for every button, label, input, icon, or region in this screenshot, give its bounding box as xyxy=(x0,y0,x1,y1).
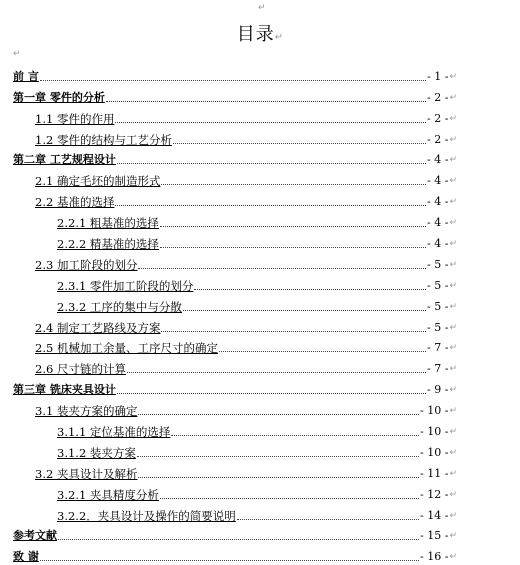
paragraph-mark: ↵ xyxy=(449,218,457,229)
paragraph-mark: ↵ xyxy=(449,468,457,479)
paragraph-mark: ↵ xyxy=(449,71,457,82)
dot-leader xyxy=(58,538,419,540)
toc-entry[interactable] xyxy=(13,461,457,482)
dot-leader xyxy=(115,121,426,123)
dot-leader xyxy=(127,371,426,373)
paragraph-mark: ↵ xyxy=(449,176,457,187)
title-paragraph-mark: ↵ xyxy=(274,32,284,43)
dot-leader xyxy=(117,392,426,394)
toc-entry-page: - 2 - xyxy=(427,90,449,104)
toc-entry-label[interactable]: 2.2.2 精基准的选择 xyxy=(57,237,159,252)
paragraph-mark: ↵ xyxy=(449,134,457,145)
dot-leader xyxy=(106,100,426,102)
toc-entry[interactable] xyxy=(13,419,457,440)
toc-entry-page: - 11 - xyxy=(420,466,449,480)
top-paragraph-mark: ↵ xyxy=(258,3,266,13)
dot-leader xyxy=(40,79,426,81)
paragraph-mark: ↵ xyxy=(449,406,457,417)
dot-leader xyxy=(183,309,426,311)
toc-entry-page: - 9 - xyxy=(427,383,449,397)
toc-entry[interactable] xyxy=(13,210,457,231)
dot-leader xyxy=(137,455,419,457)
paragraph-mark: ↵ xyxy=(449,280,457,291)
dot-leader xyxy=(237,518,419,520)
toc-entry-page: - 1 - xyxy=(427,69,449,83)
toc-entry-page: - 10 - xyxy=(420,425,449,439)
toc-entry-label[interactable]: 2.2 基准的选择 xyxy=(35,195,115,210)
toc-entry-page: - 14 - xyxy=(420,508,449,522)
toc-entry[interactable] xyxy=(13,503,457,524)
toc-entry-page: - 2 - xyxy=(427,132,449,146)
toc-entry[interactable] xyxy=(13,482,457,503)
paragraph-mark: ↵ xyxy=(449,552,457,563)
toc-entry-label[interactable]: 2.6 尺寸链的计算 xyxy=(35,362,126,377)
toc-entry-page: - 4 - xyxy=(427,174,449,188)
toc-entry[interactable] xyxy=(13,294,457,315)
toc-entry[interactable] xyxy=(13,64,457,85)
toc-entry[interactable] xyxy=(13,189,457,210)
toc-entry[interactable] xyxy=(13,148,457,169)
toc-entry-label[interactable]: 第三章 铣床夹具设计 xyxy=(13,383,116,397)
dot-leader xyxy=(161,183,426,185)
toc-entry[interactable] xyxy=(13,440,457,461)
toc-entry-page: - 7 - xyxy=(427,341,449,355)
paragraph-mark: ↵ xyxy=(449,385,457,396)
paragraph-mark: ↵ xyxy=(449,447,457,458)
dot-leader xyxy=(138,267,426,269)
dot-leader xyxy=(171,434,419,436)
toc-entry-label[interactable]: 2.3 加工阶段的划分 xyxy=(35,257,138,272)
toc-entry[interactable] xyxy=(13,377,457,398)
dot-leader xyxy=(115,204,426,206)
toc-entry[interactable] xyxy=(13,252,457,273)
paragraph-mark: ↵ xyxy=(449,113,457,124)
toc-entry-label[interactable]: 3.1 装夹方案的确定 xyxy=(35,404,138,419)
toc-entry-label[interactable]: 3.2.1 夹具精度分析 xyxy=(57,487,159,502)
dot-leader xyxy=(40,559,419,561)
toc-entry-page: - 5 - xyxy=(427,278,449,292)
toc-entry[interactable] xyxy=(13,168,457,189)
paragraph-mark: ↵ xyxy=(449,92,457,103)
toc-entry-page: - 10 - xyxy=(420,404,449,418)
toc-entry-label[interactable]: 3.1.1 定位基准的选择 xyxy=(57,425,171,440)
toc-entry-page: - 16 - xyxy=(420,550,449,564)
toc-entry[interactable] xyxy=(13,231,457,252)
toc-entry-label[interactable]: 致 谢 xyxy=(13,550,39,564)
toc-entry-label[interactable]: 2.5 机械加工余量、工序尺寸的确定 xyxy=(35,341,218,356)
toc-entry-page: - 4 - xyxy=(427,216,449,230)
dot-leader xyxy=(161,330,426,332)
paragraph-mark: ↵ xyxy=(449,531,457,542)
toc-entry[interactable] xyxy=(13,356,457,377)
toc-entry-label[interactable]: 3.2.2．夹具设计及操作的简要说明 xyxy=(57,508,236,523)
toc-entry[interactable] xyxy=(13,398,457,419)
toc-entry-label[interactable]: 1.1 零件的作用 xyxy=(35,111,115,126)
toc-entry[interactable] xyxy=(13,336,457,357)
toc-entry-label[interactable]: 2.1 确定毛坯的制造形式 xyxy=(35,174,161,189)
toc-entry[interactable] xyxy=(13,315,457,336)
toc-entry-page: - 5 - xyxy=(427,299,449,313)
toc-entry-label[interactable]: 2.3.2 工序的集中与分散 xyxy=(57,299,182,314)
paragraph-mark: ↵ xyxy=(449,322,457,333)
paragraph-mark: ↵ xyxy=(449,239,457,250)
toc-entry-label[interactable]: 前 言 xyxy=(13,69,39,83)
blank-paragraph-mark: ↵ xyxy=(13,49,21,59)
paragraph-mark: ↵ xyxy=(449,489,457,500)
toc-entry-page: - 4 - xyxy=(427,195,449,209)
toc-entry-label[interactable]: 1.2 零件的结构与工艺分析 xyxy=(35,132,172,147)
toc-entry-label[interactable]: 3.1.2 装夹方案 xyxy=(57,445,136,460)
toc-entry[interactable] xyxy=(13,85,457,106)
toc-title-text: 目录 xyxy=(236,24,275,45)
dot-leader xyxy=(173,142,426,144)
paragraph-mark: ↵ xyxy=(449,364,457,375)
toc-entry-page: - 10 - xyxy=(420,445,449,459)
toc-entry-label[interactable]: 2.2.1 粗基准的选择 xyxy=(57,216,159,231)
dot-leader xyxy=(219,350,426,352)
toc-entry-label[interactable]: 第二章 工艺规程设计 xyxy=(13,153,116,167)
paragraph-mark: ↵ xyxy=(449,155,457,166)
paragraph-mark: ↵ xyxy=(449,510,457,521)
toc-entry-label[interactable]: 2.3.1 零件加工阶段的划分 xyxy=(57,278,194,293)
dot-leader xyxy=(117,162,426,164)
toc-entry-page: - 4 - xyxy=(427,237,449,251)
paragraph-mark: ↵ xyxy=(449,301,457,312)
toc-entry-page: - 12 - xyxy=(420,487,449,501)
dot-leader xyxy=(160,225,426,227)
dot-leader xyxy=(194,288,426,290)
paragraph-mark: ↵ xyxy=(449,427,457,438)
dot-leader xyxy=(160,246,426,248)
toc-entry-label[interactable]: 3.2 夹具设计及解析 xyxy=(35,466,138,481)
toc-entry-page: - 15 - xyxy=(420,529,449,543)
toc-entry[interactable] xyxy=(13,273,457,294)
toc-entry[interactable] xyxy=(13,106,457,127)
toc-entry-page: - 5 - xyxy=(427,257,449,271)
paragraph-mark: ↵ xyxy=(449,197,457,208)
toc-title xyxy=(0,20,520,46)
toc-entry-label[interactable]: 参考文献 xyxy=(13,529,57,543)
toc-entry-page: - 5 - xyxy=(427,320,449,334)
toc-entry[interactable] xyxy=(13,127,457,148)
dot-leader xyxy=(138,413,419,415)
toc-entry-page: - 4 - xyxy=(427,153,449,167)
table-of-contents xyxy=(13,64,457,565)
toc-entry-page: - 7 - xyxy=(427,362,449,376)
toc-entry-label[interactable]: 第一章 零件的分析 xyxy=(13,90,105,104)
toc-entry-label[interactable]: 2.4 制定工艺路线及方案 xyxy=(35,320,161,335)
dot-leader xyxy=(160,497,419,499)
toc-entry[interactable] xyxy=(13,524,457,545)
paragraph-mark: ↵ xyxy=(449,259,457,270)
dot-leader xyxy=(138,476,419,478)
paragraph-mark: ↵ xyxy=(449,343,457,354)
toc-entry-page: - 2 - xyxy=(427,111,449,125)
